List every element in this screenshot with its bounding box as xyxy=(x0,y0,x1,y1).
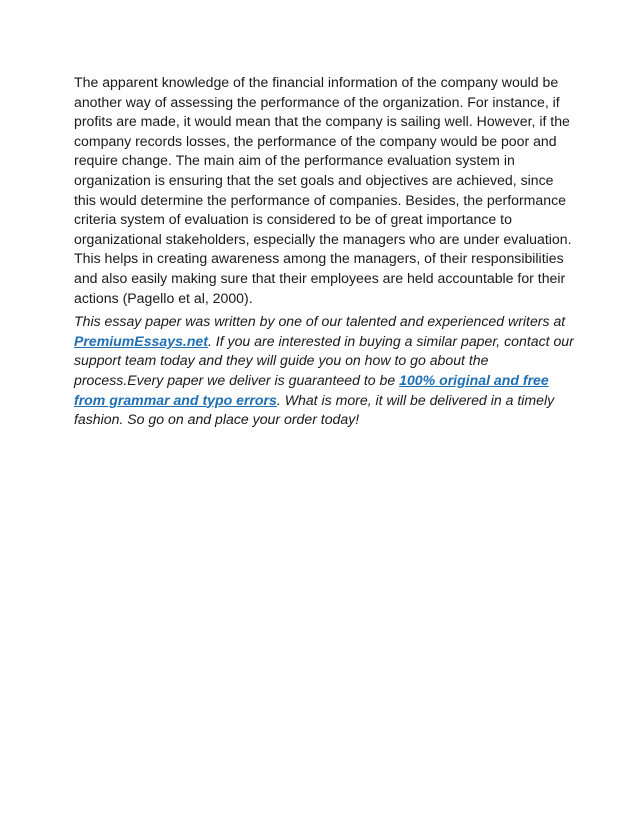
original-guarantee-link[interactable]: 100% original and free from grammar and typo errors xyxy=(74,371,549,408)
promo-text-1: This essay paper was written by one of our talented and experienced writers at xyxy=(74,313,566,330)
premiumessays-link[interactable]: PremiumEssays.net xyxy=(74,332,208,349)
promo-text-3: . What is more, it will be delivered in a timely fashion. So go on and place your order today! xyxy=(74,391,555,428)
document-content xyxy=(74,73,574,430)
promo-text-2: . If you are interested in buying a similar paper, contact our support team today and they will guide you on how to go about the process.Every paper we deliver is guaranteed to be xyxy=(74,332,574,388)
promo-paragraph xyxy=(74,312,574,430)
body-paragraph: The apparent knowledge of the financial information of the company would be another way of assessing the performance of the organization. For instance, if profits are made, it would mean that the company is sailing well. However, if the company records losses, the performance of the company would be poor and require change. The main aim of the performance evaluation system in organization is ensuring that the set goals and objectives are achieved, since this would determine the performance of companies. Besides, the performance criteria system of evaluation is considered to be of great importance to organizational stakeholders, especially the managers who are under evaluation. This helps in creating awareness among the managers, of their responsibilities and also easily making sure that their employees are held accountable for their actions (Pagello et al, 2000). xyxy=(74,74,572,306)
